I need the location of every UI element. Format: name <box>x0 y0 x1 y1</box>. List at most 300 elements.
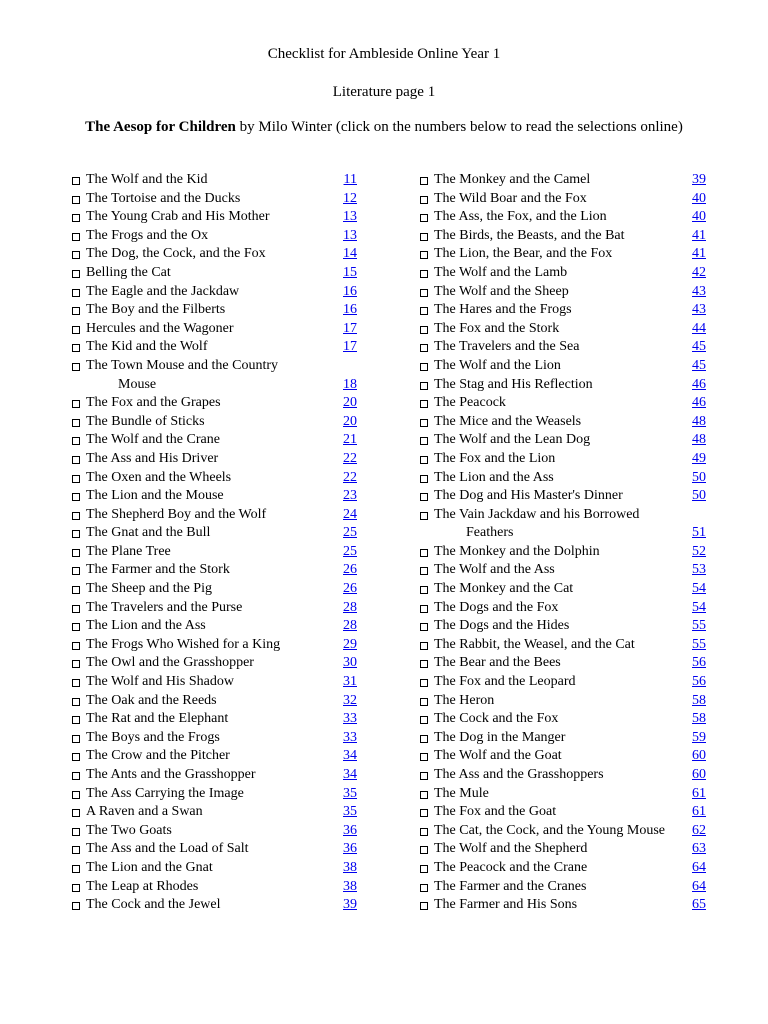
story-title-text: The Wolf and the Lamb <box>434 264 568 280</box>
story-title <box>434 338 579 357</box>
checklist-item-text <box>72 301 225 320</box>
checklist-item-text <box>420 561 555 580</box>
story-title-text: The Young Crab and His Mother <box>86 209 270 225</box>
page-number-link[interactable]: 55 <box>692 636 706 652</box>
story-title-text: The Farmer and His Sons <box>434 897 578 913</box>
page-number-link[interactable]: 55 <box>692 618 706 634</box>
checklist-item-text <box>420 469 554 488</box>
page-number-link[interactable]: 36 <box>343 822 357 838</box>
story-title-text: The Two Goats <box>86 822 172 838</box>
page-number-link[interactable]: 25 <box>343 543 357 559</box>
story-title <box>86 617 206 636</box>
checkbox-icon[interactable] <box>420 567 428 575</box>
story-title <box>434 264 567 283</box>
checkbox-icon[interactable] <box>72 884 80 892</box>
checklist-item-text <box>72 580 212 599</box>
story-title <box>86 692 217 711</box>
story-title <box>434 692 494 711</box>
checklist-item <box>420 561 710 580</box>
checkbox-icon[interactable] <box>420 363 428 371</box>
checklist-item <box>72 413 362 432</box>
story-title-text: The Fox and the Goat <box>434 804 557 820</box>
checkbox-icon[interactable] <box>420 270 428 278</box>
page-number-link[interactable]: 46 <box>692 376 706 392</box>
checkbox-icon[interactable] <box>420 623 428 631</box>
checklist-item-text <box>72 208 270 227</box>
checkbox-icon[interactable] <box>72 865 80 873</box>
page-number-link[interactable]: 38 <box>343 878 357 894</box>
page-number-link[interactable]: 65 <box>692 897 706 913</box>
checklist-item <box>72 208 362 227</box>
checklist-item <box>420 208 710 227</box>
checkbox-icon[interactable] <box>420 865 428 873</box>
page-number-link[interactable]: 32 <box>343 692 357 708</box>
page-number-link[interactable]: 63 <box>692 841 706 857</box>
checkbox-icon[interactable] <box>72 846 80 854</box>
story-title-text: The Frogs and the Ox <box>86 227 209 243</box>
story-title <box>86 506 266 525</box>
page-number-link[interactable]: 33 <box>343 729 357 745</box>
checklist-item-text <box>72 338 207 357</box>
story-title-text: The Fox and the Grapes <box>86 395 221 411</box>
checkbox-icon[interactable] <box>420 772 428 780</box>
checkbox-icon[interactable] <box>72 475 80 483</box>
page-number-link[interactable]: 54 <box>692 599 706 615</box>
page-number-link[interactable]: 17 <box>343 320 357 336</box>
checklist-item <box>420 357 710 376</box>
page-number-link[interactable]: 49 <box>692 450 706 466</box>
page-number-link[interactable]: 30 <box>343 655 357 671</box>
story-title-text: The Lion and the Ass <box>434 469 554 485</box>
checklist-item-text <box>72 227 208 246</box>
checkbox-icon[interactable] <box>420 642 428 650</box>
checkbox-icon[interactable] <box>420 753 428 761</box>
checkbox-icon[interactable] <box>72 735 80 743</box>
story-title-text: The Vain Jackdaw and his Borrowed <box>434 506 640 522</box>
story-title-text: The Cat, the Cock, and the Young Mouse <box>434 822 665 838</box>
story-title <box>86 245 266 264</box>
checkbox-icon[interactable] <box>72 567 80 575</box>
checkbox-icon[interactable] <box>72 270 80 278</box>
checklist-item <box>420 729 710 748</box>
checklist-item-text <box>420 394 506 413</box>
book-info: by Milo Winter (click on the numbers below to read the selections online) <box>235 119 683 135</box>
story-title <box>434 729 565 748</box>
story-title <box>86 413 205 432</box>
checklist-item-text <box>420 822 665 841</box>
checkbox-icon[interactable] <box>420 735 428 743</box>
checkbox-icon[interactable] <box>72 828 80 836</box>
page-number-link[interactable]: 40 <box>692 190 706 206</box>
checkbox-icon[interactable] <box>72 586 80 594</box>
page-number-link[interactable]: 29 <box>343 636 357 652</box>
story-title <box>434 766 604 785</box>
page-number-link[interactable]: 25 <box>343 525 357 541</box>
checklist-item <box>72 766 362 785</box>
page-number-link[interactable]: 15 <box>343 264 357 280</box>
checklist-item <box>420 487 710 506</box>
story-title-text: The Peacock and the Crane <box>434 859 588 875</box>
story-title-text: The Ass Carrying the Image <box>86 785 244 801</box>
page-number-link[interactable]: 60 <box>692 748 706 764</box>
checklist-item <box>72 654 362 673</box>
story-title-text: The Plane Tree <box>86 543 171 559</box>
checklist-item <box>72 543 362 562</box>
checkbox-icon[interactable] <box>72 177 80 185</box>
story-title <box>86 283 239 302</box>
page-number-link[interactable]: 17 <box>343 339 357 355</box>
story-title <box>86 729 220 748</box>
page-number-link[interactable]: 64 <box>692 859 706 875</box>
checkbox-icon[interactable] <box>420 400 428 408</box>
page-number-link[interactable]: 39 <box>692 172 706 187</box>
checkbox-icon[interactable] <box>72 809 80 817</box>
checkbox-icon[interactable] <box>72 251 80 259</box>
page-number-link[interactable]: 50 <box>692 488 706 504</box>
story-title-text: The Stag and His Reflection <box>434 376 593 392</box>
page-number-link[interactable]: 51 <box>692 525 706 541</box>
page-number-link[interactable]: 39 <box>343 897 357 913</box>
checklist-item <box>72 896 362 915</box>
page-number-link[interactable]: 38 <box>343 859 357 875</box>
story-title-text: The Lion, the Bear, and the Fox <box>434 246 613 262</box>
checklist-item <box>420 171 710 190</box>
story-title-text: The Farmer and the Cranes <box>434 878 587 894</box>
checklist-item <box>420 785 710 804</box>
checkbox-icon[interactable] <box>72 772 80 780</box>
checkbox-icon[interactable] <box>72 493 80 501</box>
story-title-text: The Cock and the Jewel <box>86 897 221 913</box>
checkbox-icon[interactable] <box>72 363 80 371</box>
checkbox-icon[interactable] <box>420 809 428 817</box>
checkbox-icon[interactable] <box>420 660 428 668</box>
page-number-link[interactable]: 43 <box>692 302 706 318</box>
story-title <box>434 208 607 227</box>
checkbox-icon[interactable] <box>420 884 428 892</box>
checkbox-icon[interactable] <box>420 456 428 464</box>
story-title <box>86 227 208 246</box>
checkbox-icon[interactable] <box>72 660 80 668</box>
page-number-link[interactable]: 45 <box>692 357 706 373</box>
story-title-text: The Cock and the Fox <box>434 711 559 727</box>
story-title-text: The Kid and the Wolf <box>86 339 208 355</box>
story-title-text: The Tortoise and the Ducks <box>86 190 241 206</box>
checkbox-icon[interactable] <box>72 716 80 724</box>
page-number-link[interactable]: 53 <box>692 562 706 578</box>
checkbox-icon[interactable] <box>420 437 428 445</box>
page-number-link[interactable]: 20 <box>343 413 357 429</box>
page-number-link[interactable]: 13 <box>343 209 357 225</box>
checkbox-icon[interactable] <box>72 326 80 334</box>
page-number-link[interactable]: 21 <box>343 432 357 448</box>
page-number-link[interactable]: 61 <box>692 804 706 820</box>
story-title <box>86 896 221 915</box>
checklist-item-text <box>72 710 228 729</box>
checklist-item-text <box>420 599 558 618</box>
checklist-item-text <box>420 710 558 729</box>
checklist-item-text <box>420 673 576 692</box>
checklist-item-text <box>420 878 586 897</box>
page-number-link[interactable]: 35 <box>343 804 357 820</box>
checklist-item <box>420 320 710 339</box>
page-number-link[interactable]: 50 <box>692 469 706 485</box>
checklist-item <box>420 413 710 432</box>
checkbox-icon[interactable] <box>72 530 80 538</box>
story-title <box>434 376 593 395</box>
checklist-item <box>420 394 710 413</box>
checklist-item <box>420 580 710 599</box>
checkbox-icon[interactable] <box>72 679 80 687</box>
story-title-text: The Birds, the Beasts, and the Bat <box>434 227 625 243</box>
checkbox-icon[interactable] <box>420 828 428 836</box>
story-title <box>86 840 249 859</box>
page-number-link[interactable]: 54 <box>692 581 706 597</box>
checklist-item-text <box>420 729 565 748</box>
story-title <box>434 803 556 822</box>
page-number-link[interactable]: 40 <box>692 209 706 225</box>
checklist-item-text <box>72 561 230 580</box>
story-title <box>434 543 600 562</box>
checkbox-icon[interactable] <box>72 791 80 799</box>
checkbox-icon[interactable] <box>420 698 428 706</box>
page-number-link[interactable]: 22 <box>343 469 357 485</box>
checklist-item-text <box>72 747 230 766</box>
page-number-link[interactable]: 36 <box>343 841 357 857</box>
checkbox-icon[interactable] <box>420 679 428 687</box>
checklist-item <box>72 338 362 357</box>
story-title <box>86 673 234 692</box>
page-number-link[interactable]: 56 <box>692 655 706 671</box>
checklist-item-text <box>420 431 590 450</box>
page-number-link[interactable]: 11 <box>343 172 357 187</box>
checklist-item-text <box>72 283 239 302</box>
story-title-text: The Wild Boar and the Fox <box>434 190 587 206</box>
checklist-item-text <box>420 896 577 915</box>
page-number-link[interactable]: 28 <box>343 618 357 634</box>
page-number-link[interactable]: 22 <box>343 450 357 466</box>
story-title-text: The Ass and the Grasshoppers <box>434 767 604 782</box>
page-number-link[interactable]: 16 <box>343 302 357 318</box>
page-number-link[interactable]: 48 <box>692 413 706 429</box>
page-number-link[interactable]: 20 <box>343 395 357 411</box>
checklist-item <box>72 599 362 618</box>
checklist-item <box>420 283 710 302</box>
page-number-link[interactable]: 58 <box>692 711 706 727</box>
story-title <box>86 710 228 729</box>
page-number-link[interactable]: 52 <box>692 543 706 559</box>
checkbox-icon[interactable] <box>72 623 80 631</box>
checkbox-icon[interactable] <box>420 586 428 594</box>
story-title <box>86 190 240 209</box>
checkbox-icon[interactable] <box>420 382 428 390</box>
story-title-text: The Wolf and the Sheep <box>434 283 569 299</box>
page-number-link[interactable]: 26 <box>343 581 357 597</box>
checkbox-icon[interactable] <box>420 493 428 501</box>
page-number-link[interactable]: 24 <box>343 506 357 522</box>
story-title-text: The Lion and the Gnat <box>86 859 213 875</box>
checkbox-icon[interactable] <box>420 846 428 854</box>
story-title <box>434 710 558 729</box>
page-number-link[interactable]: 35 <box>343 785 357 801</box>
checklist-item-text <box>420 227 625 246</box>
page-number-link[interactable]: 56 <box>692 674 706 690</box>
checklist-item-text <box>72 487 224 506</box>
checkbox-icon[interactable] <box>420 196 428 204</box>
checkbox-icon[interactable] <box>420 549 428 557</box>
checkbox-icon[interactable] <box>72 456 80 464</box>
checkbox-icon[interactable] <box>72 344 80 352</box>
checklist-item <box>72 190 362 209</box>
checklist-item <box>72 506 362 525</box>
page-number-link[interactable]: 58 <box>692 692 706 708</box>
story-title-text: The Ants and the Grasshopper <box>86 767 256 782</box>
page-number-link[interactable]: 44 <box>692 320 706 336</box>
page-number-link[interactable]: 33 <box>343 711 357 727</box>
checkbox-icon[interactable] <box>420 289 428 297</box>
checklist-item <box>420 301 710 320</box>
checklist-item-text <box>420 803 556 822</box>
checkbox-icon[interactable] <box>72 642 80 650</box>
page-number-link[interactable]: 18 <box>343 376 357 392</box>
checklist-item-text <box>72 878 198 897</box>
page-number-link[interactable]: 16 <box>343 283 357 299</box>
story-title <box>86 431 220 450</box>
checkbox-icon[interactable] <box>420 716 428 724</box>
checkbox-icon[interactable] <box>72 289 80 297</box>
checkbox-icon[interactable] <box>420 214 428 222</box>
story-title <box>434 245 612 264</box>
story-title <box>86 450 218 469</box>
checkbox-icon[interactable] <box>72 307 80 315</box>
checkbox-icon[interactable] <box>72 419 80 427</box>
story-title <box>86 264 171 283</box>
checklist-item <box>420 245 710 264</box>
checklist-item-text <box>420 617 569 636</box>
story-title-text: The Wolf and His Shadow <box>86 674 234 690</box>
story-title-text: The Wolf and the Lean Dog <box>434 432 591 448</box>
checkbox-icon[interactable] <box>72 549 80 557</box>
checklist-item-text <box>420 357 561 376</box>
checklist-item <box>420 766 710 785</box>
checklist-item <box>420 840 710 859</box>
checkbox-icon[interactable] <box>420 251 428 259</box>
story-title <box>86 171 207 190</box>
checkbox-icon[interactable] <box>420 344 428 352</box>
checkbox-icon[interactable] <box>72 512 80 520</box>
story-title <box>86 487 224 506</box>
page-number-link[interactable]: 62 <box>692 822 706 838</box>
page-number-link[interactable]: 34 <box>343 748 357 764</box>
checklist-item-text <box>420 450 555 469</box>
page-number-link[interactable]: 23 <box>343 488 357 504</box>
page-number-link[interactable]: 28 <box>343 599 357 615</box>
checkbox-icon[interactable] <box>420 177 428 185</box>
checkbox-icon[interactable] <box>72 437 80 445</box>
checkbox-icon[interactable] <box>420 475 428 483</box>
checkbox-icon[interactable] <box>420 233 428 241</box>
checklist-item <box>420 803 710 822</box>
checklist-item <box>72 245 362 264</box>
checkbox-icon[interactable] <box>420 791 428 799</box>
checklist-item <box>420 822 710 841</box>
checkbox-icon[interactable] <box>72 214 80 222</box>
story-title-text: The Wolf and the Crane <box>86 432 220 448</box>
checklist-item <box>420 599 710 618</box>
page-number-link[interactable]: 13 <box>343 227 357 243</box>
page-number-link[interactable]: 64 <box>692 878 706 894</box>
story-title-text: The Heron <box>434 692 495 708</box>
checklist-item-text <box>72 803 203 822</box>
story-title-text: The Monkey and the Camel <box>434 172 591 187</box>
checklist-right-column <box>420 171 710 915</box>
checklist-item <box>420 469 710 488</box>
page-number-link[interactable]: 31 <box>343 674 357 690</box>
story-title <box>434 636 635 655</box>
checklist-item-text <box>72 766 256 785</box>
page-number-link[interactable]: 46 <box>692 395 706 411</box>
checklist-item <box>72 729 362 748</box>
page-number-link[interactable]: 43 <box>692 283 706 299</box>
checklist-item <box>420 506 710 543</box>
checkbox-icon[interactable] <box>420 605 428 613</box>
page-number-link[interactable]: 59 <box>692 729 706 745</box>
page-number-link[interactable]: 14 <box>343 246 357 262</box>
checklist-item <box>420 878 710 897</box>
page-number-link[interactable]: 41 <box>692 227 706 243</box>
checkbox-icon[interactable] <box>72 902 80 910</box>
page-number-link[interactable]: 48 <box>692 432 706 448</box>
page-number-link[interactable]: 26 <box>343 562 357 578</box>
story-title-text: Belling the Cat <box>86 264 171 280</box>
story-title-text: The Dogs and the Hides <box>434 618 570 634</box>
checkbox-icon[interactable] <box>420 512 428 520</box>
checklist-item <box>72 580 362 599</box>
checkbox-icon[interactable] <box>72 233 80 241</box>
checkbox-icon[interactable] <box>72 753 80 761</box>
checkbox-icon[interactable] <box>420 326 428 334</box>
checkbox-icon[interactable] <box>72 605 80 613</box>
story-title-text: The Mule <box>434 785 489 801</box>
page-number-link[interactable]: 60 <box>692 767 706 782</box>
checkbox-icon[interactable] <box>72 196 80 204</box>
page-number-link[interactable]: 42 <box>692 264 706 280</box>
page-number-link[interactable]: 12 <box>343 190 357 206</box>
checklist-item-text <box>72 896 221 915</box>
page-number-link[interactable]: 41 <box>692 246 706 262</box>
checkbox-icon[interactable] <box>72 698 80 706</box>
page-number-link[interactable]: 61 <box>692 785 706 801</box>
checkbox-icon[interactable] <box>420 419 428 427</box>
checklist-item <box>72 803 362 822</box>
story-title-text: A Raven and a Swan <box>86 804 203 820</box>
checklist-item <box>420 673 710 692</box>
checklist-item <box>72 878 362 897</box>
page-number-link[interactable]: 34 <box>343 767 357 782</box>
story-title <box>86 357 278 394</box>
story-title <box>86 580 212 599</box>
checklist-left-column <box>72 171 362 915</box>
story-title <box>434 859 587 878</box>
page-number-link[interactable]: 45 <box>692 339 706 355</box>
checklist-item <box>72 264 362 283</box>
checkbox-icon[interactable] <box>72 400 80 408</box>
story-title-text: The Wolf and the Shepherd <box>434 841 588 857</box>
story-title-text: The Ass and the Load of Salt <box>86 841 249 857</box>
checkbox-icon[interactable] <box>420 307 428 315</box>
story-title-text: The Hares and the Frogs <box>434 302 572 318</box>
checklist-item <box>72 617 362 636</box>
checkbox-icon[interactable] <box>420 902 428 910</box>
